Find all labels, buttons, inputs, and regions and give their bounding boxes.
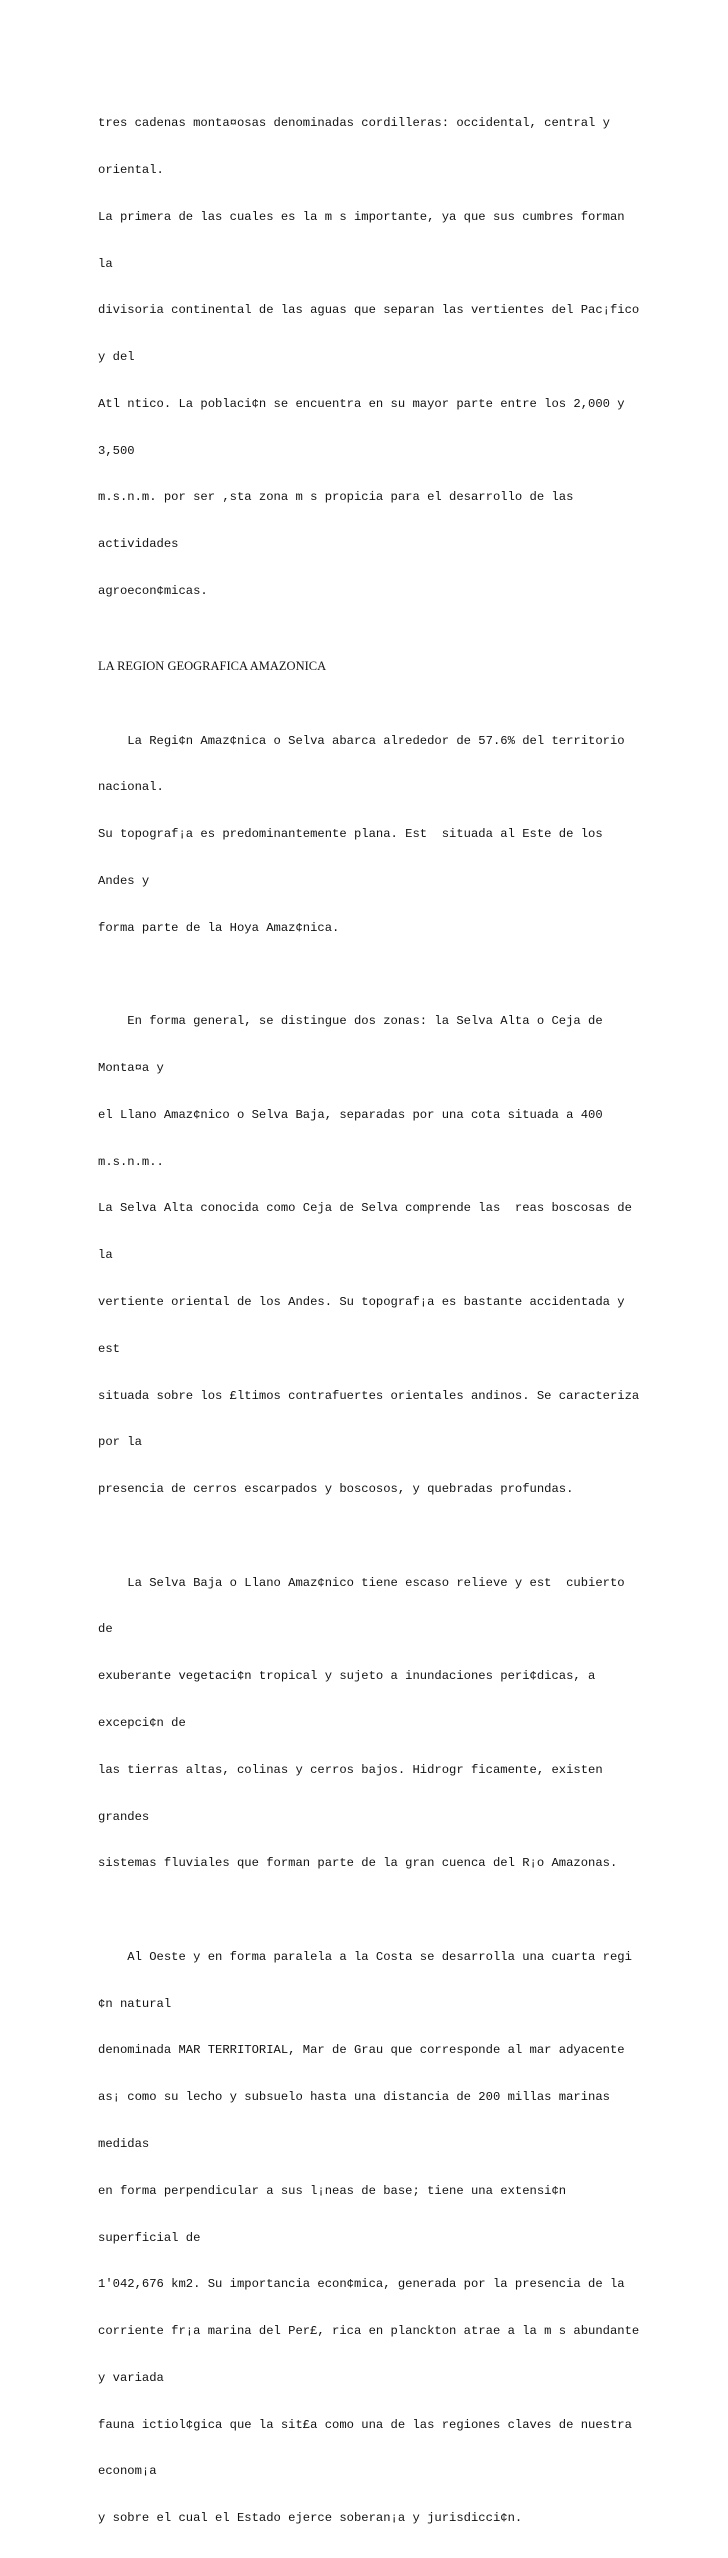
text-line: agroecon¢micas. xyxy=(98,584,208,598)
text-line: tres cadenas monta¤osas denominadas cordilleras: occidental, central y xyxy=(98,116,610,131)
text-line: La Selva Baja o Llano Amaz¢nico tiene escaso relieve y est cubierto xyxy=(98,1575,625,1590)
text-line: ¢n natural xyxy=(98,1996,172,2011)
text-line: forma parte de la Hoya Amaz¢nica. xyxy=(98,920,340,935)
text-line: vertiente oriental de los Andes. Su topograf¡a es bastante accidentada y xyxy=(98,1294,625,1309)
text-line: las tierras altas, colinas y cerros bajos. Hidrogr ficamente, existen xyxy=(98,1762,603,1777)
text-line: sistemas fluviales que forman parte de la gran cuenca del R¡o Amazonas. xyxy=(98,1856,618,1871)
text-line: m.s.n.m. por ser ,sta zona m s propicia para el desarrollo de las xyxy=(98,490,574,505)
text-line: econom¡a xyxy=(98,2464,157,2479)
text-line: presencia de cerros escarpados y boscosos, y quebradas profundas. xyxy=(98,1482,574,1497)
document-page xyxy=(98,85,698,2558)
text-line: excepci¢n de xyxy=(98,1715,186,1730)
section-heading: LA REGION GEOGRAFICA AMAZONICA xyxy=(98,658,327,673)
text-line: de xyxy=(98,1622,113,1637)
text-line: Monta¤a y xyxy=(98,1061,164,1076)
text-line: La primera de las cuales es la m s importante, ya que sus cumbres forman xyxy=(98,209,625,224)
text-line: actividades xyxy=(98,537,179,552)
text-line: En forma general, se distingue dos zonas: la Selva Alta o Ceja de xyxy=(98,1014,603,1029)
text-line: situada sobre los £ltimos contrafuertes orientales andinos. Se caracteriza xyxy=(98,1388,640,1403)
text-line: as¡ como su lecho y subsuelo hasta una distancia de 200 millas marinas xyxy=(98,2090,610,2105)
text-line: medidas xyxy=(98,2137,150,2151)
text-line: est xyxy=(98,1341,120,1356)
text-line: y variada xyxy=(98,2370,164,2385)
paragraph-mar-territorial xyxy=(98,1919,698,2558)
text-line: y sobre el cual el Estado ejerce soberan¡a y jurisdicci¢n. xyxy=(98,2511,523,2526)
text-line: en forma perpendicular a sus l¡neas de base; tiene una extensi¢n xyxy=(98,2183,567,2198)
text-line: exuberante vegetaci¢n tropical y sujeto a inundaciones peri¢dicas, a xyxy=(98,1669,596,1684)
text-line: La Regi¢n Amaz¢nica o Selva abarca alrededor de 57.6% del territorio xyxy=(98,733,625,748)
text-line: Al Oeste y en forma paralela a la Costa se desarrolla una cuarta regi xyxy=(98,1949,632,1964)
text-line: el Llano Amaz¢nico o Selva Baja, separadas por una cota situada a 400 xyxy=(98,1107,603,1122)
paragraph-region-amazonica xyxy=(98,702,698,967)
text-line: m.s.n.m.. xyxy=(98,1154,164,1169)
text-line: grandes xyxy=(98,1809,150,1824)
text-block-cordilleras xyxy=(98,85,698,631)
text-line: divisoria continental de las aguas que separan las vertientes del Pac¡fico xyxy=(98,303,640,318)
text-line: Andes y xyxy=(98,873,150,888)
text-line: la xyxy=(98,256,113,271)
text-line: denominada MAR TERRITORIAL, Mar de Grau que corresponde al mar adyacente xyxy=(98,2043,625,2058)
text-line: fauna ictiol¢gica que la sit£a como una de las regiones claves de nuestra xyxy=(98,2417,632,2432)
text-line: 3,500 xyxy=(98,443,135,458)
text-line: 1'042,676 km2. Su importancia econ¢mica, generada por la presencia de la xyxy=(98,2277,625,2292)
text-line: superficial de xyxy=(98,2230,201,2245)
paragraph-selva-baja xyxy=(98,1544,698,1903)
text-line: nacional. xyxy=(98,780,164,795)
text-line: oriental. xyxy=(98,162,164,177)
text-line: Su topograf¡a es predominantemente plana. Est situada al Este de los xyxy=(98,827,603,842)
text-line: la xyxy=(98,1248,113,1263)
text-line: por la xyxy=(98,1435,142,1450)
paragraph-zonas xyxy=(98,983,698,1529)
text-line: corriente fr¡a marina del Per£, rica en planckton atrae a la m s abundante xyxy=(98,2324,640,2339)
text-line: Atl ntico. La poblaci¢n se encuentra en su mayor parte entre los 2,000 y xyxy=(98,396,625,411)
text-line: y del xyxy=(98,350,135,365)
text-line: La Selva Alta conocida como Ceja de Selva comprende las reas boscosas de xyxy=(98,1201,632,1216)
